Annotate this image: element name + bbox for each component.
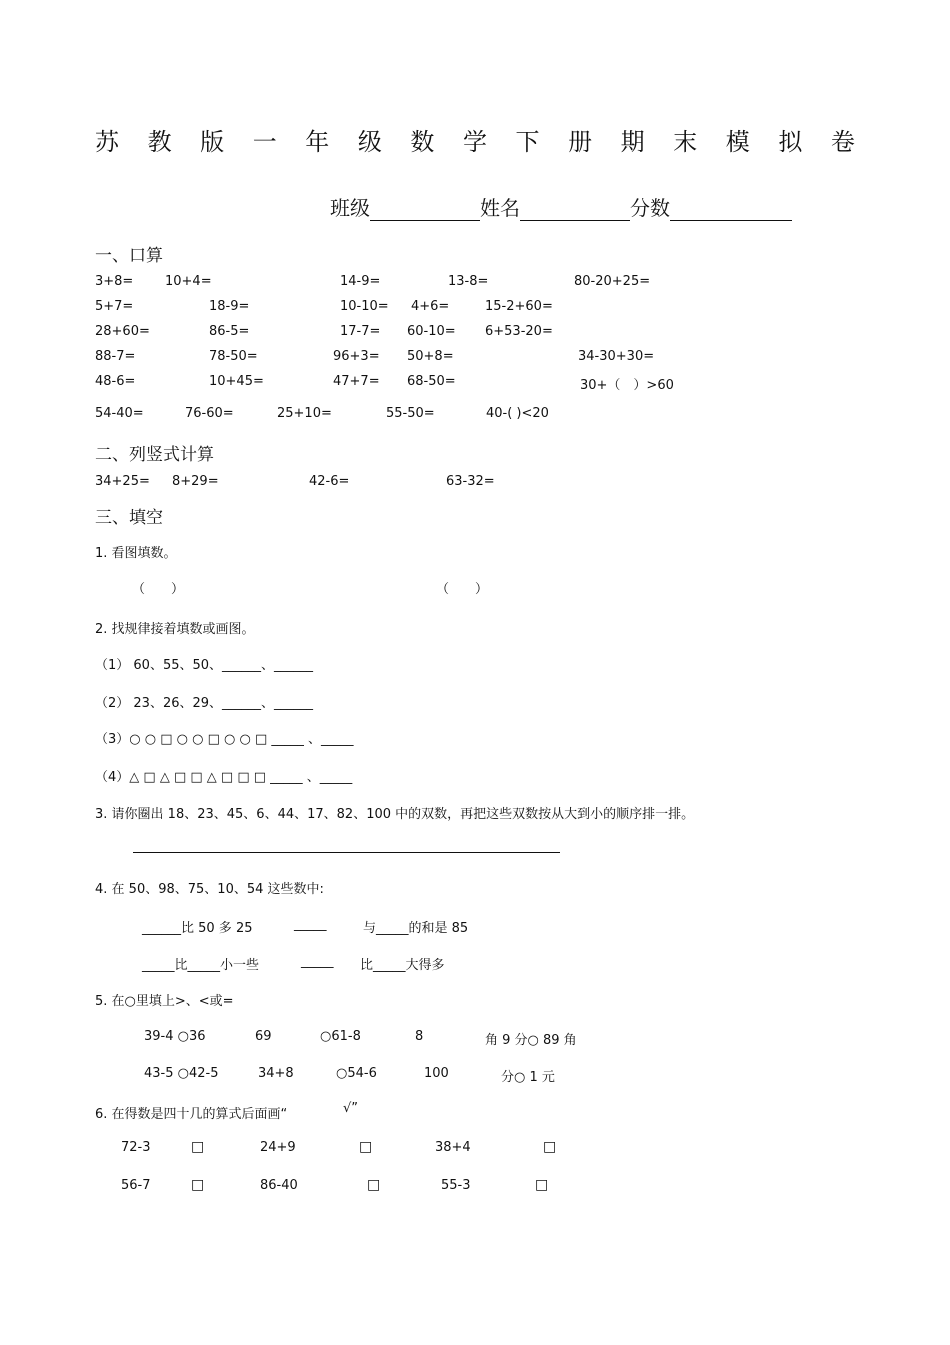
answer-line[interactable] <box>133 852 560 853</box>
mental-math-item: 86-5= <box>209 324 250 339</box>
title-char: 级 <box>357 128 382 156</box>
mental-math-item: 88-7= <box>95 349 136 364</box>
title-char: 学 <box>462 128 487 156</box>
mental-math-item: 5+7= <box>95 299 134 314</box>
checkbox[interactable]: □ <box>191 1177 205 1193</box>
checkbox[interactable]: □ <box>359 1139 373 1155</box>
mental-math-item: 10-10= <box>340 299 389 314</box>
checkbox[interactable]: □ <box>543 1139 557 1155</box>
mental-math-item: 28+60= <box>95 324 150 339</box>
compare-item: 100 <box>424 1066 449 1081</box>
page-title <box>95 122 855 157</box>
mental-math-item: 25+10= <box>277 406 332 421</box>
title-char: 期 <box>620 128 645 156</box>
mental-math-item: 50+8= <box>407 349 454 364</box>
expression-item: 56-7 <box>121 1178 151 1193</box>
mental-math-item: 18-9= <box>209 299 250 314</box>
student-info <box>330 192 792 221</box>
title-char: 数 <box>410 128 435 156</box>
mental-math-item: 48-6= <box>95 374 136 389</box>
compare-item: 39-4 ○36 <box>144 1029 206 1044</box>
q4-blank: _____ <box>294 917 327 932</box>
expression-item: 38+4 <box>435 1140 471 1155</box>
check-mark: √” <box>343 1101 359 1116</box>
title-char: 卷 <box>830 128 855 156</box>
mental-math-item: 10+4= <box>165 274 212 289</box>
expression-item: 72-3 <box>121 1140 151 1155</box>
expression-item: 86-40 <box>260 1178 298 1193</box>
compare-item: ○54-6 <box>336 1066 377 1081</box>
answer-parens: （ ） <box>436 582 489 597</box>
question-3: 3. 请你圈出 18、23、45、6、44、17、82、100 中的双数，再把这些双数按从大到小的顺序排一排。 <box>95 807 695 822</box>
q4-blank-text: ______比 50 多 25 <box>142 921 253 936</box>
mental-math-item: 3+8= <box>95 274 134 289</box>
mental-math-item: 30+（ ）>60 <box>580 378 674 393</box>
mental-math-item: 60-10= <box>407 324 456 339</box>
compare-item: 43-5 ○42-5 <box>144 1066 219 1081</box>
question-4: 4. 在 50、98、75、10、54 这些数中: <box>95 882 324 897</box>
q4-blank-text: _____比_____小一些 <box>142 958 260 973</box>
compare-item: 69 <box>255 1029 272 1044</box>
pattern-line-3: （3）○ ○ □ ○ ○ □ ○ ○ □ _____ 、_____ <box>95 732 354 747</box>
class-label: 班级 <box>330 196 370 220</box>
compare-item: ○61-8 <box>320 1029 361 1044</box>
section2-heading: 二、列竖式计算 <box>95 445 214 465</box>
checkbox[interactable]: □ <box>191 1139 205 1155</box>
score-label: 分数 <box>630 196 670 220</box>
title-char: 册 <box>568 128 593 156</box>
mental-math-item: 13-8= <box>448 274 489 289</box>
checkbox[interactable]: □ <box>535 1177 549 1193</box>
compare-item: 角 9 分○ 89 角 <box>485 1033 577 1048</box>
title-char: 拟 <box>778 128 803 156</box>
title-char: 末 <box>673 128 698 156</box>
mental-math-item: 34-30+30= <box>578 349 655 364</box>
mental-math-item: 15-2+60= <box>485 299 553 314</box>
title-char: 一 <box>252 128 277 156</box>
mental-math-item: 17-7= <box>340 324 381 339</box>
pattern-line-2: （2） 23、26、29、______、______ <box>95 696 314 711</box>
expression-item: 55-3 <box>441 1178 471 1193</box>
vertical-calc-item: 42-6= <box>309 474 350 489</box>
pattern-line-4: （4）△ □ △ □ □ △ □ □ □ _____ 、_____ <box>95 770 353 785</box>
q4-blank-text: 与_____的和是 85 <box>363 921 469 936</box>
score-blank[interactable] <box>670 198 792 221</box>
answer-parens: （ ） <box>132 582 185 597</box>
section1-heading: 一、口算 <box>95 246 163 266</box>
section3-heading: 三、填空 <box>95 508 163 528</box>
checkbox[interactable]: □ <box>367 1177 381 1193</box>
vertical-calc-item: 63-32= <box>446 474 495 489</box>
vertical-calc-item: 34+25= <box>95 474 150 489</box>
compare-item: 34+8 <box>258 1066 294 1081</box>
title-char: 模 <box>725 128 750 156</box>
question-2: 2. 找规律接着填数或画图。 <box>95 622 255 637</box>
title-char: 年 <box>305 128 330 156</box>
question-1: 1. 看图填数。 <box>95 546 177 561</box>
pattern-line-1: （1） 60、55、50、______、______ <box>95 658 314 673</box>
expression-item: 24+9 <box>260 1140 296 1155</box>
title-char: 下 <box>515 128 540 156</box>
class-blank[interactable] <box>370 198 480 221</box>
vertical-calc-item: 8+29= <box>172 474 219 489</box>
mental-math-item: 6+53-20= <box>485 324 553 339</box>
title-char: 苏 <box>95 128 119 156</box>
compare-item: 分○ 1 元 <box>501 1070 555 1085</box>
mental-math-item: 68-50= <box>407 374 456 389</box>
mental-math-item: 76-60= <box>185 406 234 421</box>
title-char: 教 <box>147 128 172 156</box>
mental-math-item: 4+6= <box>411 299 450 314</box>
mental-math-item: 96+3= <box>333 349 380 364</box>
q4-blank: _____ <box>301 954 334 969</box>
mental-math-item: 40-( )<20 <box>486 406 549 421</box>
mental-math-item: 80-20+25= <box>574 274 651 289</box>
mental-math-item: 47+7= <box>333 374 380 389</box>
q4-blank-text: 比_____大得多 <box>360 958 445 973</box>
mental-math-item: 54-40= <box>95 406 144 421</box>
question-5: 5. 在○里填上>、<或= <box>95 994 234 1009</box>
mental-math-item: 14-9= <box>340 274 381 289</box>
compare-item: 8 <box>415 1029 424 1044</box>
title-char: 版 <box>200 128 225 156</box>
mental-math-item: 10+45= <box>209 374 264 389</box>
name-label: 姓名 <box>480 196 520 220</box>
mental-math-item: 55-50= <box>386 406 435 421</box>
question-6: 6. 在得数是四十几的算式后面画“ <box>95 1107 288 1122</box>
name-blank[interactable] <box>520 198 630 221</box>
mental-math-item: 78-50= <box>209 349 258 364</box>
